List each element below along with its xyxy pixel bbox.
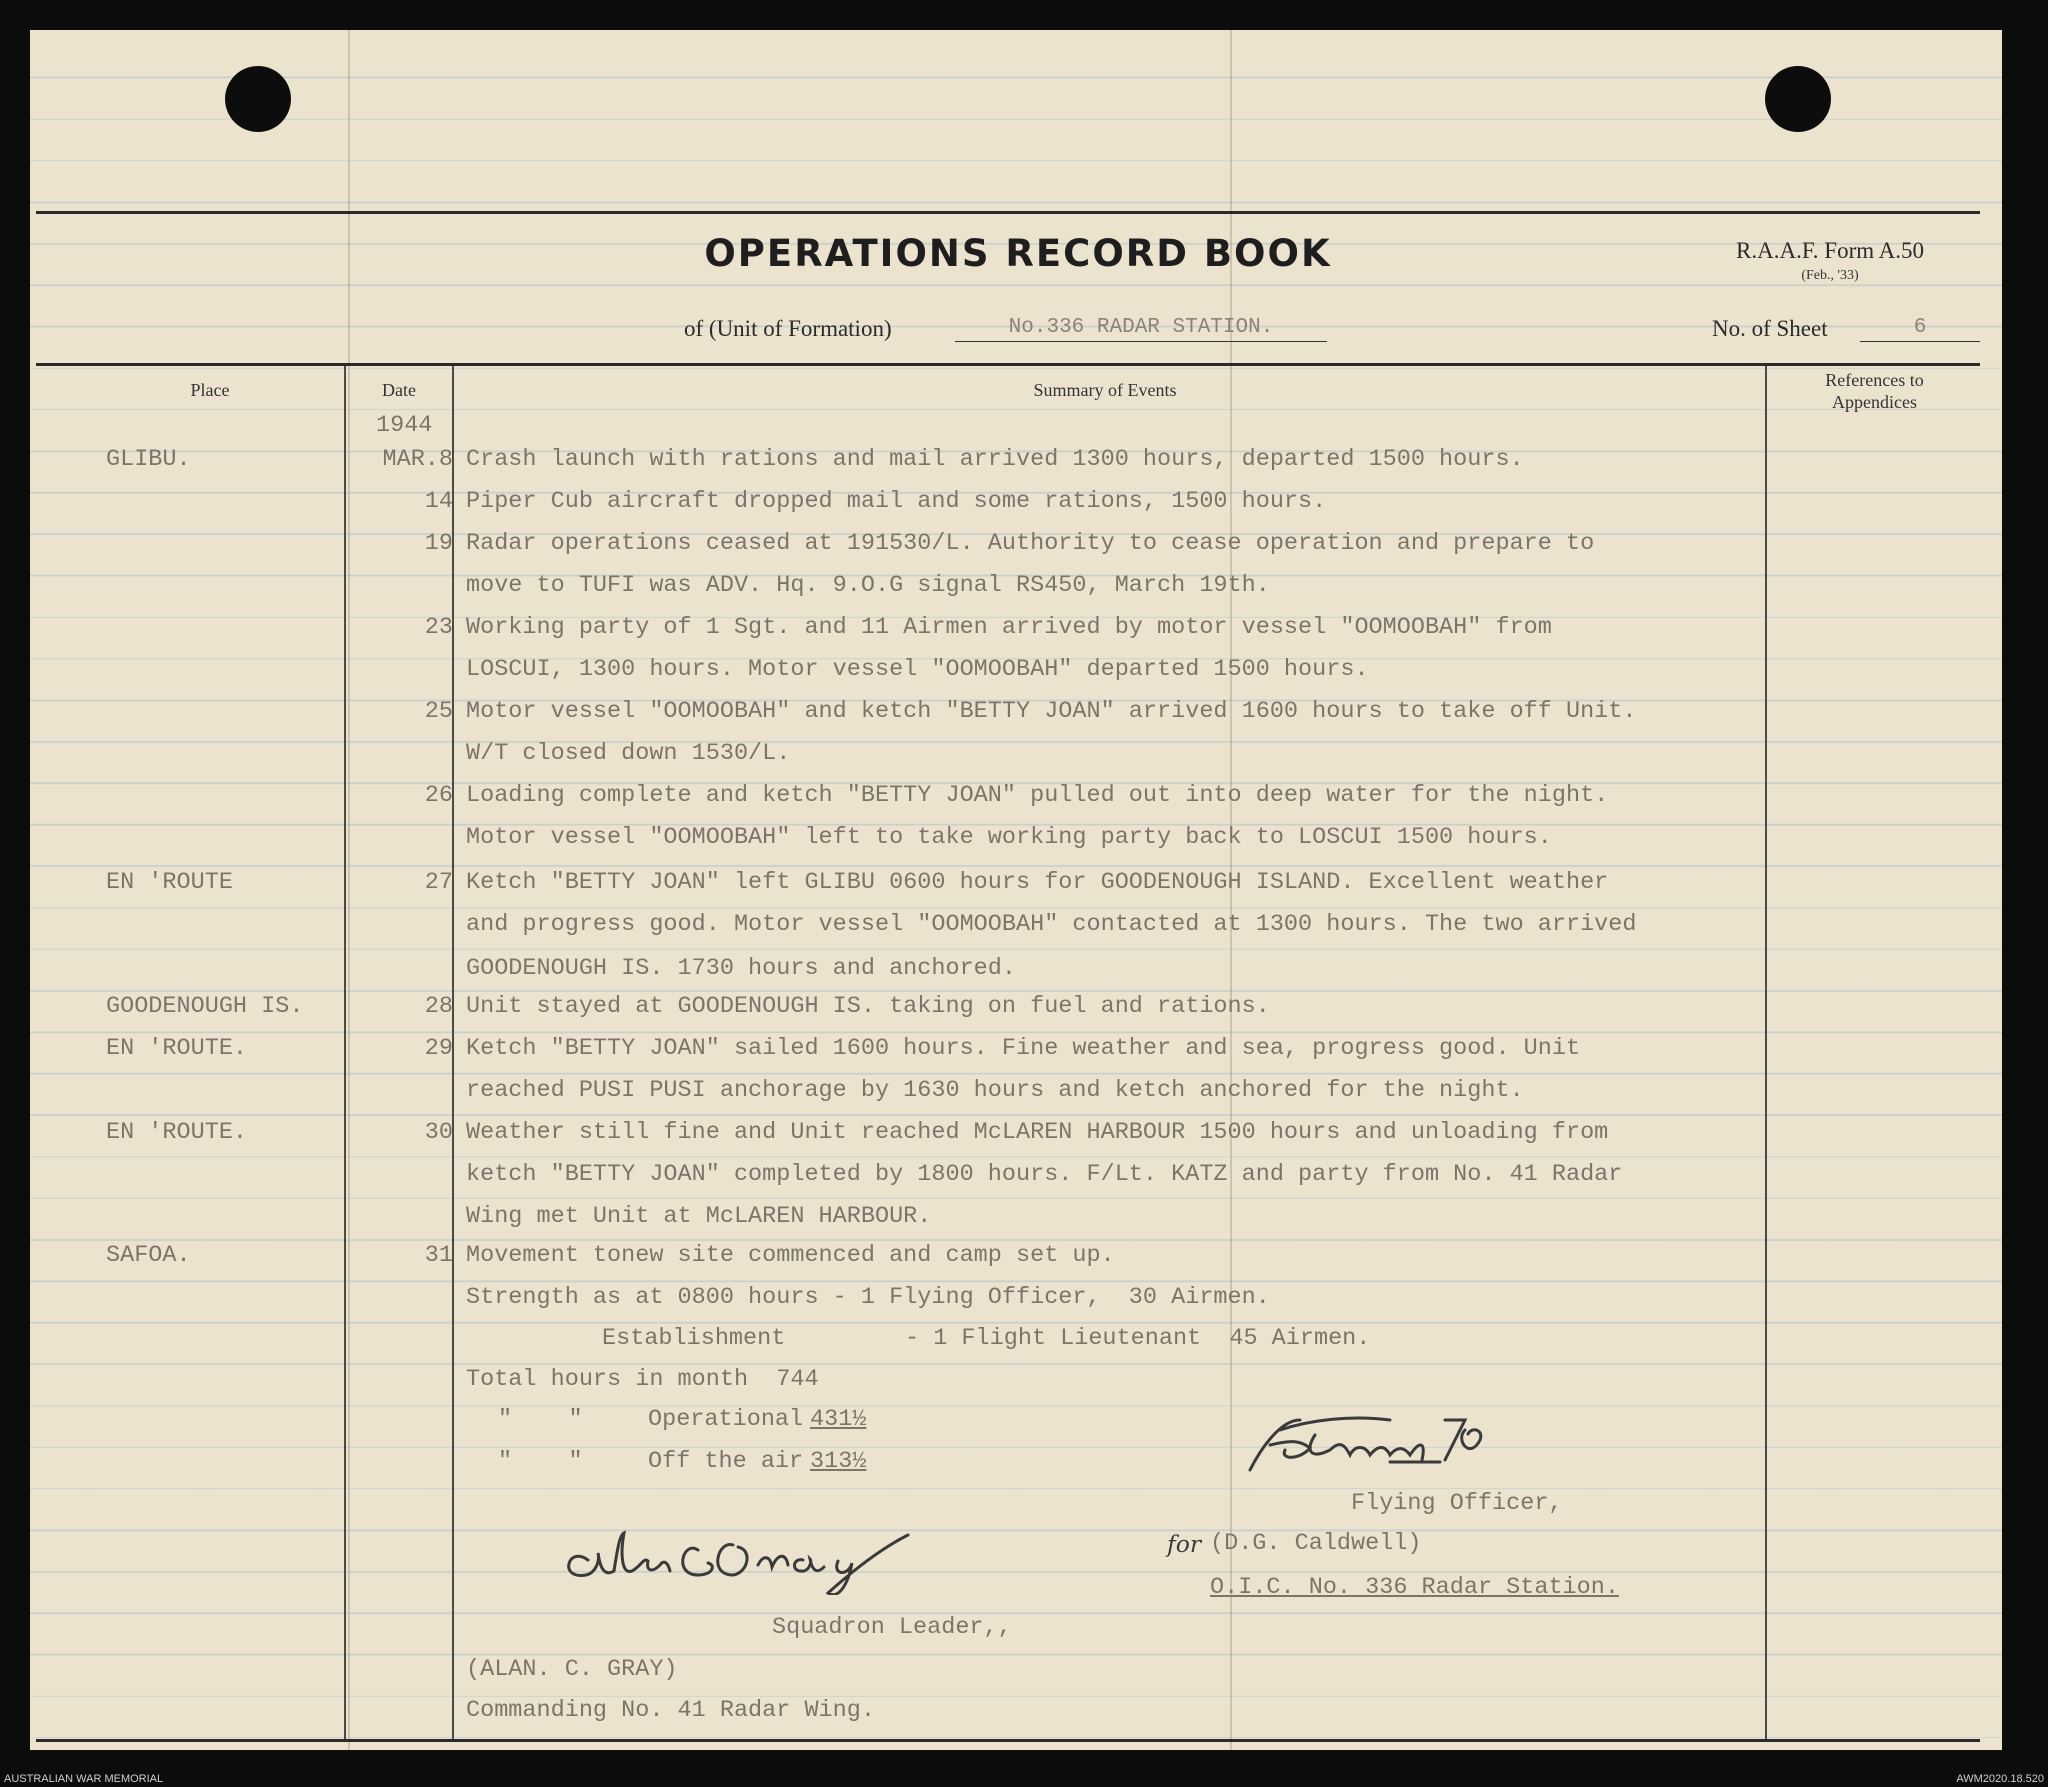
row-date: 23	[424, 614, 453, 641]
row-place: SAFOA.	[106, 1242, 191, 1269]
sheet-label: No. of Sheet	[1712, 316, 1828, 341]
row-date: 31	[424, 1242, 453, 1269]
row-event-text: Motor vessel "OOMOOBAH" left to take working party back to LOSCUI 1500 hours.	[466, 824, 1552, 851]
row-date: 26	[424, 782, 453, 809]
row-event-text: Ketch "BETTY JOAN" sailed 1600 hours. Fine weather and sea, progress good. Unit	[466, 1035, 1581, 1062]
header-rule	[36, 211, 1980, 214]
establishment-value: - 1 Flight Lieutenant 45 Airmen.	[905, 1325, 1371, 1352]
row-event-text: W/T closed down 1530/L.	[466, 740, 791, 767]
row-date: 28	[424, 993, 453, 1020]
total-hours: Total hours in month 744	[466, 1366, 819, 1393]
row-event-text: Piper Cub aircraft dropped mail and some rations, 1500 hours.	[466, 488, 1327, 515]
row-date: 25	[424, 698, 453, 725]
punch-hole	[225, 66, 291, 132]
column-header-references: Appendices	[1832, 392, 1917, 412]
establishment-label: Establishment	[602, 1325, 786, 1352]
row-event-text: reached PUSI PUSI anchorage by 1630 hours and ketch anchored for the night.	[466, 1077, 1524, 1104]
column-header-place: Place	[190, 380, 230, 400]
page-title: OPERATIONS RECORD BOOK	[704, 232, 1332, 275]
right-rank: Flying Officer,	[1351, 1490, 1563, 1517]
row-event-text: GOODENOUGH IS. 1730 hours and anchored.	[466, 955, 1016, 982]
row-event-text: Working party of 1 Sgt. and 11 Airmen arrived by motor vessel "OOMOOBAH" from	[466, 614, 1552, 641]
row-event-text: Movement tonew site commenced and camp set up.	[466, 1242, 1115, 1269]
row-date: 27	[424, 869, 453, 896]
unit-value: No.336 RADAR STATION.	[955, 316, 1327, 342]
row-event-text: Motor vessel "OOMOOBAH" and ketch "BETTY JOAN" arrived 1600 hours to take off Unit.	[466, 698, 1637, 725]
row-place: EN 'ROUTE	[106, 869, 233, 896]
signature-parris	[1240, 1400, 1520, 1480]
punch-hole	[1765, 66, 1831, 132]
offair-label: Off the air	[648, 1448, 804, 1475]
offair-hours: 313½	[810, 1448, 867, 1475]
row-place: EN 'ROUTE.	[106, 1035, 248, 1062]
row-event-text: Wing met Unit at McLAREN HARBOUR.	[466, 1203, 932, 1230]
left-rank: Squadron Leader,,	[772, 1614, 1012, 1641]
row-event-text: Loading complete and ketch "BETTY JOAN" pulled out into deep water for the night.	[466, 782, 1609, 809]
year: 1944	[376, 412, 433, 439]
right-for: for	[1167, 1530, 1202, 1558]
row-place: GLIBU.	[106, 446, 191, 473]
row-event-text: Ketch "BETTY JOAN" left GLIBU 0600 hours for GOODENOUGH ISLAND. Excellent weather	[466, 869, 1609, 896]
row-place: GOODENOUGH IS.	[106, 993, 304, 1020]
row-event-text: Unit stayed at GOODENOUGH IS. taking on fuel and rations.	[466, 993, 1270, 1020]
footer-right: AWM2020.18.520	[1956, 1773, 2044, 1785]
row-event-text: Weather still fine and Unit reached McLAREN HARBOUR 1500 hours and unloading from	[466, 1119, 1609, 1146]
column-header-summary: Summary of Events	[1033, 380, 1177, 400]
sheet-value: 6	[1860, 316, 1980, 342]
row-date: 30	[424, 1119, 453, 1146]
unit-label: of (Unit of Formation)	[684, 316, 892, 341]
operational-label: Operational	[648, 1406, 804, 1433]
row-date: 14	[424, 488, 453, 515]
left-name: (ALAN. C. GRAY)	[466, 1656, 678, 1683]
column-header-references: References to	[1825, 370, 1924, 390]
row-date: 19	[424, 530, 453, 557]
row-event-text: Radar operations ceased at 191530/L. Authority to cease operation and prepare to	[466, 530, 1595, 557]
form-date: (Feb., '33)	[1801, 268, 1859, 283]
form-number: R.A.A.F. Form A.50	[1736, 238, 1924, 263]
row-event-text: Crash launch with rations and mail arrived 1300 hours, departed 1500 hours.	[466, 446, 1524, 473]
row-date: MAR.8	[382, 446, 453, 473]
left-role: Commanding No. 41 Radar Wing.	[466, 1697, 875, 1724]
operational-hours: 431½	[810, 1406, 867, 1433]
row-event-text: ketch "BETTY JOAN" completed by 1800 hours. F/Lt. KATZ and party from No. 41 Radar	[466, 1161, 1623, 1188]
right-role: O.I.C. No. 336 Radar Station.	[1210, 1574, 1619, 1601]
right-name: (D.G. Caldwell)	[1210, 1530, 1422, 1557]
bottom-rule	[36, 1739, 1980, 1742]
references-column-rule	[1765, 366, 1767, 1739]
column-head-rule	[36, 363, 1980, 366]
column-header-date: Date	[382, 380, 416, 400]
ditto-mark: " "	[498, 1406, 583, 1433]
signature-alan-gray	[548, 1505, 948, 1595]
row-event-text: LOSCUI, 1300 hours. Motor vessel "OOMOOBAH" departed 1500 hours.	[466, 656, 1369, 683]
row-place: EN 'ROUTE.	[106, 1119, 248, 1146]
footer-left: AUSTRALIAN WAR MEMORIAL	[4, 1773, 164, 1785]
row-event-text: and progress good. Motor vessel "OOMOOBAH" contacted at 1300 hours. The two arrived	[466, 911, 1637, 938]
row-event-text: move to TUFI was ADV. Hq. 9.O.G signal RS450, March 19th.	[466, 572, 1270, 599]
strength-line: Strength as at 0800 hours - 1 Flying Officer, 30 Airmen.	[466, 1284, 1270, 1311]
ditto-mark: " "	[498, 1448, 583, 1475]
row-date: 29	[424, 1035, 453, 1062]
